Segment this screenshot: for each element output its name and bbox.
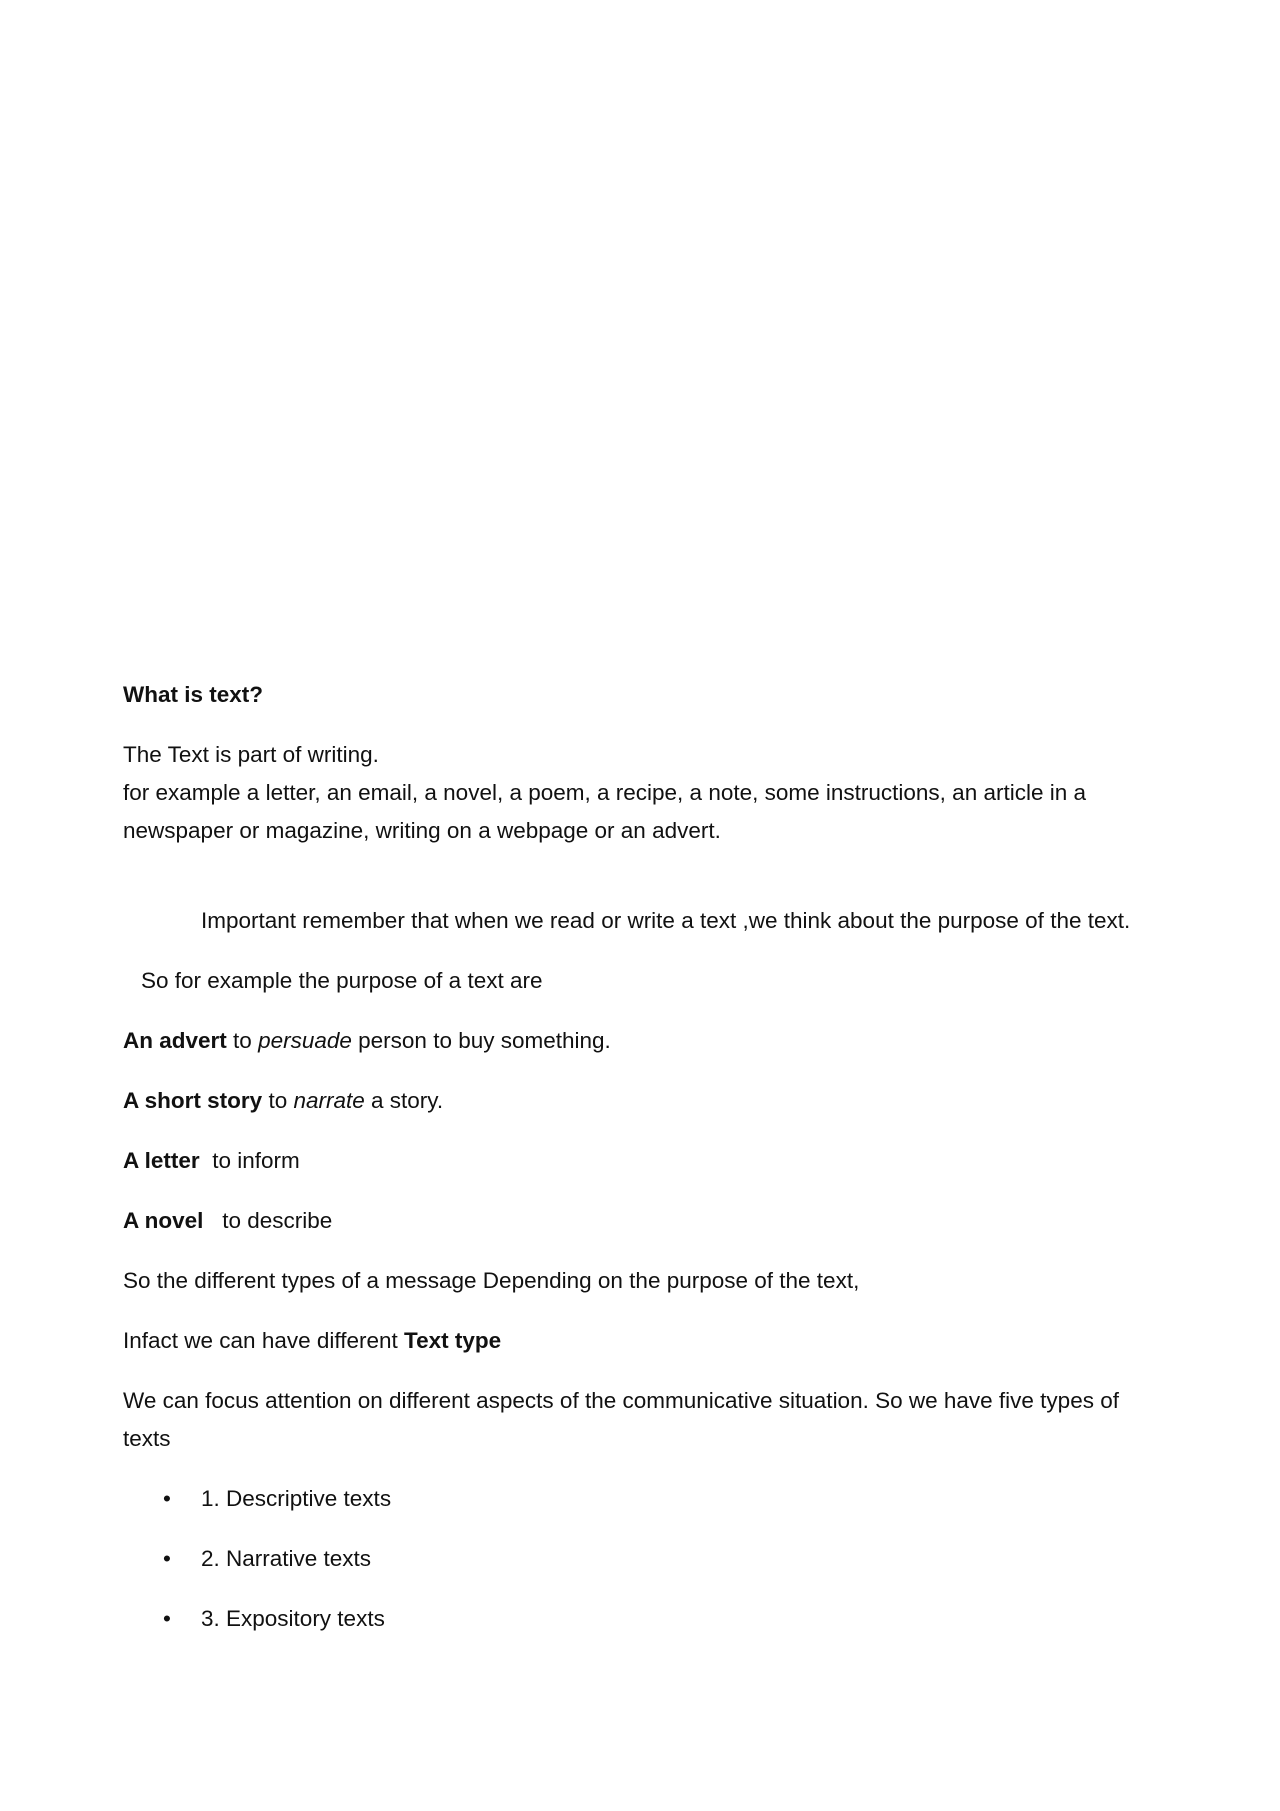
purpose-novel: A novel to describe: [123, 1208, 333, 1233]
purpose-intro: So for example the purpose of a text are: [141, 968, 543, 993]
purpose-advert: An advert to persuade person to buy something.: [123, 1028, 611, 1053]
list-item: • 3. Expository texts: [123, 1600, 1143, 1638]
intro-line-2: for example a letter, an email, a novel, a poem, a recipe, a note, some instructions, an article in a newspaper or magazine, writing on a webpage or an advert.: [123, 780, 1087, 843]
purpose-letter: A letter to inform: [123, 1148, 300, 1173]
section-heading: What is text?: [123, 682, 264, 707]
bullet-icon: •: [163, 1546, 171, 1571]
text-types-list: [123, 1480, 1143, 1638]
list-item: • 1. Descriptive texts: [123, 1480, 1143, 1518]
list-item: • 2. Narrative texts: [123, 1540, 1143, 1578]
purpose-short-story: A short story to narrate a story.: [123, 1088, 444, 1113]
document-body: [123, 676, 1143, 1638]
bullet-icon: •: [163, 1486, 171, 1511]
purpose-note: Important remember that when we read or write a text ,we think about the purpose of the text.: [201, 908, 1131, 933]
text-type-line: Infact we can have different Text type: [123, 1328, 502, 1353]
intro-line-1: The Text is part of writing.: [123, 742, 379, 767]
bullet-icon: •: [163, 1606, 171, 1631]
focus-sentence: We can focus attention on different aspects of the communicative situation. So we have five types of texts: [123, 1388, 1119, 1451]
types-sentence: So the different types of a message Depending on the purpose of the text,: [123, 1268, 860, 1293]
